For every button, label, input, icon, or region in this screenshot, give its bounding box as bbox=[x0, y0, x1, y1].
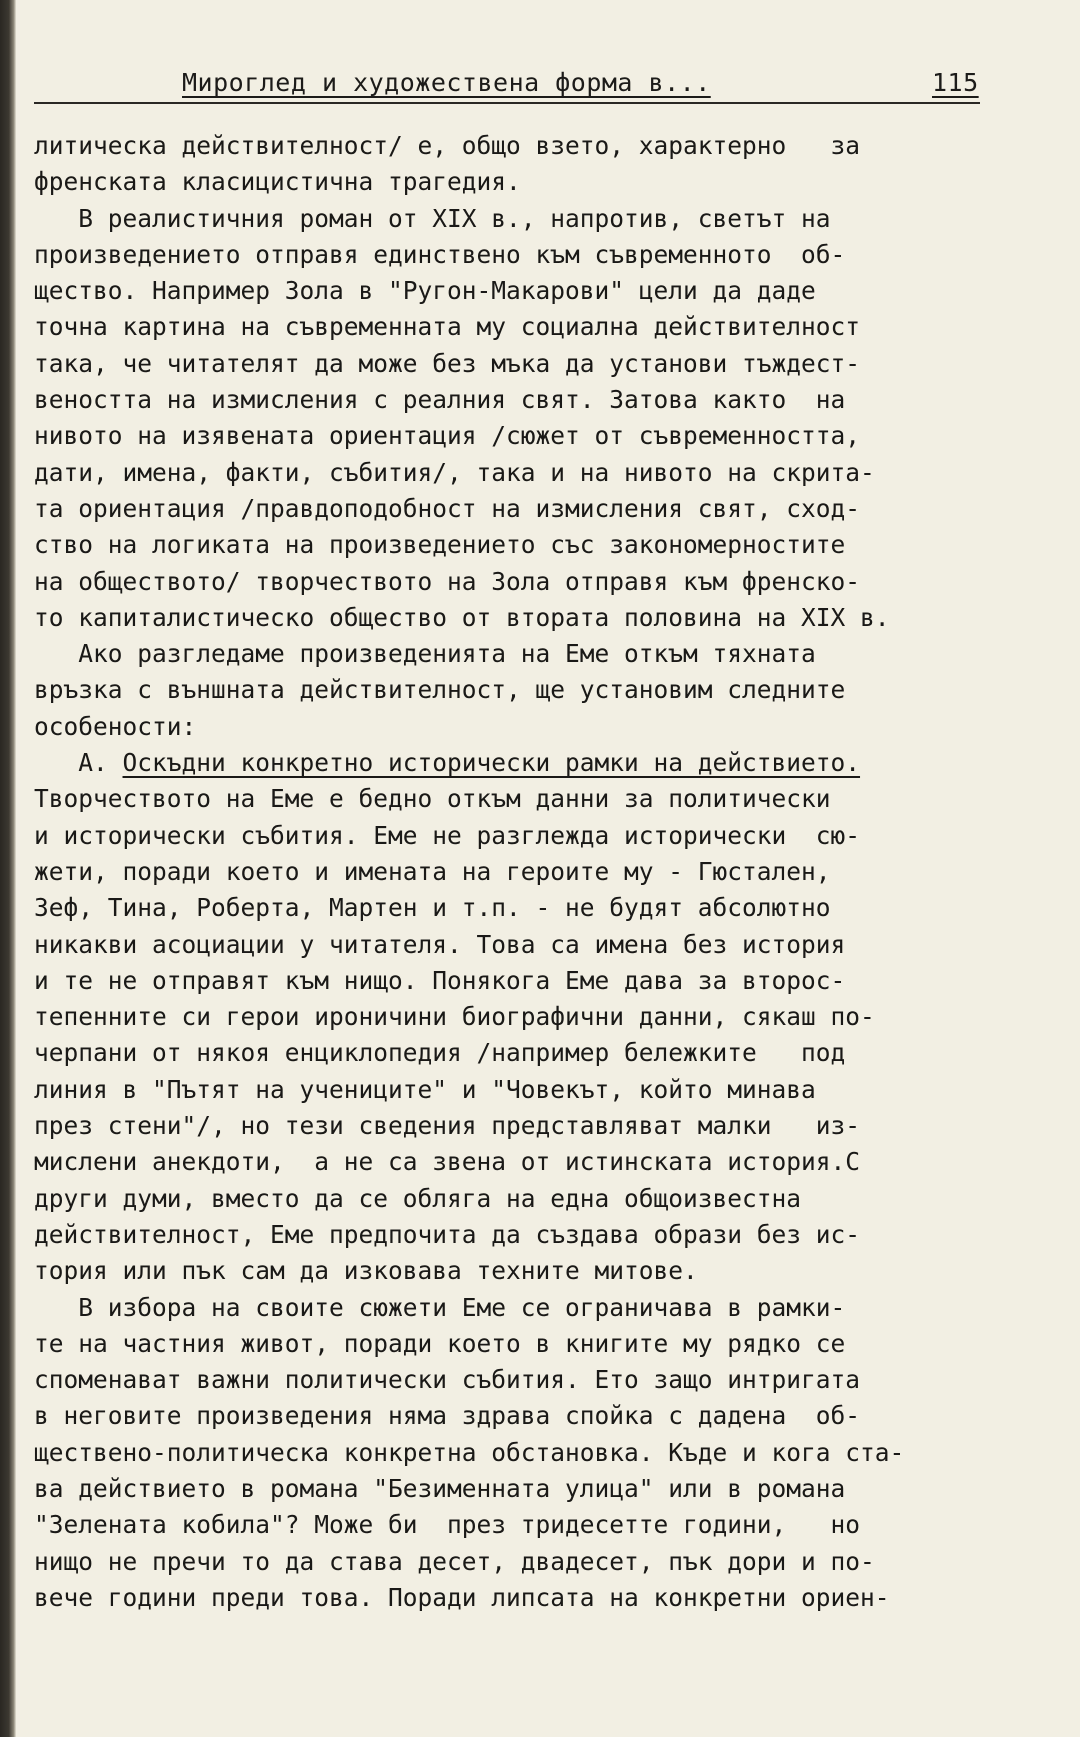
text-line: нивото на изявената ориентация /сюжет от съвременността, bbox=[34, 421, 861, 451]
book-page bbox=[16, 0, 1080, 1737]
text-line: ство на логиката на произведението със закономерностите bbox=[34, 530, 846, 560]
text-line: литическа действителност/ е, общо взето, характерно за bbox=[34, 131, 861, 160]
text-line: в неговите произведения няма здрава спойка с дадена об- bbox=[34, 1401, 861, 1431]
text-line: мислени анекдоти, а не са звена от истинската история.С bbox=[34, 1147, 861, 1177]
text-line: и исторически събития. Еме не разглежда исторически сю- bbox=[34, 820, 861, 850]
text-line: ва действието в романа "Безименната улица" или в романа bbox=[34, 1473, 846, 1503]
text-line: никакви асоциации у читателя. Това са имена без история bbox=[34, 929, 846, 959]
text-line: връзка с външната действителност, ще установим следните bbox=[34, 675, 846, 705]
header-rule bbox=[34, 102, 980, 104]
text-line: В реалистичния роман от XIX в., напротив, светът на bbox=[34, 203, 831, 233]
text-line: В избора на своите сюжети Еме се ограничава в рамки- bbox=[34, 1292, 846, 1322]
text-line: Ако разгледаме произведенията на Еме откъм тяхната bbox=[34, 639, 816, 669]
text-line: щество. Например Зола в "Ругон-Макарови" цели да даде bbox=[34, 276, 816, 306]
running-title: Мироглед и художествена форма в... bbox=[182, 68, 711, 97]
text-line: и те не отправят към нищо. Понякога Еме дава за второс- bbox=[34, 965, 846, 995]
text-line: та ориентация /правдоподобност на измисления свят, сход- bbox=[34, 493, 861, 523]
text-line: тория или пък сам да изковава техните митове. bbox=[34, 1256, 698, 1286]
text-line: дати, имена, факти, събития/, така и на нивото на скрита- bbox=[34, 457, 875, 487]
text-line: те на частния живот, поради което в книгите му рядко се bbox=[34, 1328, 846, 1358]
body-text bbox=[34, 128, 1022, 1616]
text-line: особености: bbox=[34, 711, 197, 741]
section-marker: А. bbox=[34, 748, 123, 778]
text-line: Творчеството на Еме е бедно откъм данни за политически bbox=[34, 784, 831, 814]
text-line: ществено-политическа конкретна обстановка. Къде и кога ста- bbox=[34, 1437, 905, 1467]
text-line: черпани от някоя енциклопедия /например бележките под bbox=[34, 1038, 846, 1068]
book-binding-edge bbox=[0, 0, 16, 1737]
text-line: произведението отправя единствено към съвременното об- bbox=[34, 239, 846, 269]
text-line: на обществото/ творчеството на Зола отправя към френско- bbox=[34, 566, 861, 596]
text-line: тепенните си герои ироничини биографични данни, сякаш по- bbox=[34, 1002, 875, 1032]
text-line: точна картина на съвременната му социална действителност bbox=[34, 312, 861, 342]
text-line: така, че читателят да може без мъка да установи тъждест- bbox=[34, 348, 861, 378]
text-line: жети, поради което и имената на героите му - Гюстален, bbox=[34, 856, 831, 886]
text-line: "Зелената кобила"? Може би през тридесетте години, но bbox=[34, 1510, 861, 1540]
section-heading-line bbox=[34, 745, 1022, 781]
text-line: веността на измисления с реалния свят. Затова както на bbox=[34, 385, 846, 415]
text-line: Зеф, Тина, Роберта, Мартен и т.п. - не будят абсолютно bbox=[34, 893, 831, 923]
text-line: вече години преди това. Поради липсата на конкретни ориен- bbox=[34, 1582, 890, 1612]
text-line: то капиталистическо общество от втората половина на XIX в. bbox=[34, 602, 890, 632]
text-line: линия в "Пътят на учениците" и "Човекът, който минава bbox=[34, 1074, 816, 1104]
underlined-heading: Оскъдни конкретно исторически рамки на действието. bbox=[122, 748, 861, 778]
text-line: френската класицистична трагедия. bbox=[34, 167, 521, 197]
text-line: споменават важни политически събития. Ето защо интригата bbox=[34, 1365, 861, 1395]
text-line: през стени"/, но тези сведения представляват малки из- bbox=[34, 1111, 861, 1141]
text-line: нищо не пречи то да става десет, двадесет, пък дори и по- bbox=[34, 1546, 875, 1576]
page-number: 115 bbox=[932, 68, 979, 97]
text-line: други думи, вместо да се обляга на една общоизвестна bbox=[34, 1183, 802, 1213]
text-line: действителност, Еме предпочита да създава образи без ис- bbox=[34, 1219, 861, 1249]
running-header bbox=[34, 64, 980, 104]
